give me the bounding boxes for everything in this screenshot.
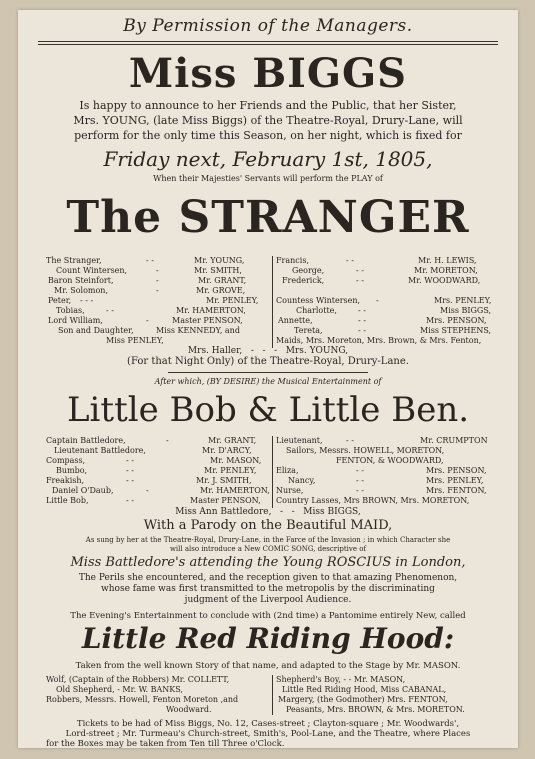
cast-role: Captain Battledore, — [46, 436, 126, 445]
cast-actor: Mrs. PENLEY, — [434, 296, 492, 305]
cast-row — [276, 446, 506, 456]
sung-by-line-2: will also introduce a New COMIC SONG, descriptive of — [169, 545, 367, 553]
cast-role: Lieutenant, — [276, 436, 323, 445]
cast-dash: - - — [126, 466, 134, 475]
cast-dash: - — [376, 296, 379, 305]
cast-role: Daniel O'Daub, — [52, 486, 114, 495]
cast-row — [46, 436, 276, 446]
cast-dash: - - — [126, 456, 134, 465]
cast-role: Maids, Mrs. Moreton, Mrs. Brown, & Mrs. Fenton, — [276, 336, 482, 345]
cast-role: Lieutenant Battledore, — [54, 446, 146, 455]
cast-row — [46, 276, 276, 286]
cast-actor: Mr. CRUMPTON — [420, 436, 488, 445]
cast-role: Nurse, — [276, 486, 304, 495]
cast-role: George, — [292, 266, 325, 275]
cast-dash: - - — [346, 256, 354, 265]
tickets-line-2: Lord-street ; Mr. Turmeau's Church-street, Smith's, Pool-Lane, and the Theatre, where Places — [65, 729, 471, 739]
cast-actor: Mr. MORETON, — [414, 266, 478, 275]
cast-actor: Master PENSON, — [190, 496, 261, 505]
cast-actor: Mr. HAMERTON, — [176, 306, 246, 315]
cast-actor: Mr. PENLEY, — [204, 466, 257, 475]
hood-cast-divider — [272, 675, 273, 715]
cast-row — [276, 466, 506, 476]
cast-role: FENTON, & WOODWARD, — [336, 456, 444, 465]
cast-dash: - - — [356, 486, 364, 495]
header-permission: By Permission of the Managers. — [123, 16, 413, 36]
sung-by-line-1: As sung by her at the Theatre-Royal, Drury-Lane, in the Farce of the Invasion ; in which Character she — [85, 536, 451, 544]
cast-row — [46, 266, 276, 276]
cast-row: Shepherd's Boy, - - Mr. MASON, — [276, 675, 406, 684]
cast-dash: - - — [146, 256, 154, 265]
cast-actor: Mr. J. SMITH, — [196, 476, 252, 485]
cast-actor: Mr. SMITH, — [194, 266, 242, 275]
cast-row — [276, 316, 506, 326]
cast-actor: Mr. WOODWARD, — [408, 276, 481, 285]
cast-row — [46, 466, 276, 476]
cast-actor: Mr. YOUNG, — [194, 256, 245, 265]
cast-role: Count Wintersen, — [56, 266, 128, 275]
cast-actor: Mrs. PENSON, — [426, 466, 487, 475]
intro-line-1: Is happy to announce to her Friends and the Public, that her Sister, — [79, 99, 457, 112]
cast-role: Country Lasses, Mrs BROWN, Mrs. MORETON, — [276, 496, 470, 505]
cast-row — [46, 456, 276, 466]
cast-row — [276, 276, 506, 286]
cast-row: Woodward. — [166, 705, 212, 714]
cast-row — [276, 486, 506, 496]
cast-row — [276, 296, 506, 306]
parody-line: With a Parody on the Beautiful MAID, — [143, 518, 393, 533]
cast-role: Sailors, Messrs. HOWELL, MORETON, — [286, 446, 445, 455]
cast-dash: - - — [358, 306, 366, 315]
cast-dash: - — [146, 316, 149, 325]
cast-dash: - - — [358, 316, 366, 325]
cast-dash: - — [156, 286, 159, 295]
cast-dash: - - — [358, 326, 366, 335]
cast-actor: Miss PENLEY, — [106, 336, 164, 345]
cast-row — [46, 316, 276, 326]
cast-role: Tereta, — [294, 326, 323, 335]
tickets-line-3: for the Boxes may be taken from Ten till Three o'Clock. — [46, 739, 285, 748]
cast-dash: - - — [346, 436, 354, 445]
play-intro: When their Majesties' Servants will perform the PLAY of — [153, 174, 383, 183]
cast-role: Frederick, — [282, 276, 325, 285]
cast-row: Little Red Riding Hood, Miss CABANAL, — [282, 685, 447, 694]
cast-role: Compass, — [46, 456, 86, 465]
cast-actor: Mr. GROVE, — [196, 286, 246, 295]
cast-actor: Mr. PENLEY, — [206, 296, 259, 305]
cast-row — [276, 496, 506, 506]
cast-role: Peter, — [48, 296, 72, 305]
cast-row: Robbers, Messrs. Howell, Fenton Moreton ,and — [46, 695, 239, 704]
evening-line: The Evening's Entertainment to conclude with (2nd time) a Pantomime entirely New, called — [70, 611, 466, 621]
cast-row — [46, 336, 276, 346]
cast-actor: Mrs. FENTON, — [426, 486, 487, 495]
hood-cast-right — [276, 675, 465, 715]
after-which-line: After which, (BY DESIRE) the Musical Entertainment of — [154, 377, 382, 386]
cast-role: Baron Steinfort, — [48, 276, 114, 285]
cast-actor: Mrs. PENSON, — [426, 316, 487, 325]
cast-row — [46, 306, 276, 316]
cast-actor: Miss KENNEDY, and — [156, 326, 240, 335]
cast-row — [46, 446, 276, 456]
intro-line-3: perform for the only time this Season, on her night, which is fixed for — [74, 129, 462, 142]
third-title: Little Red Riding Hood: — [81, 622, 455, 655]
cast-row — [276, 436, 506, 446]
cast-actor: Mr. HAMERTON, — [200, 486, 270, 495]
stranger-cast-right — [276, 256, 506, 346]
cast-dash: - - — [106, 306, 114, 315]
cast-role: Bumbo, — [56, 466, 88, 475]
cast-actor: Mr. D'ARCY, — [202, 446, 252, 455]
stranger-cast-divider — [272, 256, 273, 348]
cast-dash: - - — [356, 476, 364, 485]
cast-row — [276, 266, 506, 276]
cast-role: Eliza, — [276, 466, 299, 475]
second-title: Little Bob & Little Ben. — [66, 390, 470, 430]
cast-row — [276, 336, 506, 346]
cast-row — [276, 256, 506, 266]
cast-row: Wolf, (Captain of the Robbers) Mr. COLLETT, — [46, 675, 230, 684]
cast-role: Nancy, — [288, 476, 316, 485]
cast-role: Son and Daughter, — [58, 326, 134, 335]
cast-actor: Mr. GRANT, — [208, 436, 257, 445]
cast-role: Charlotte, — [296, 306, 337, 315]
cast-dash: - - — [356, 266, 364, 275]
cast-role: Mr. Solomon, — [54, 286, 108, 295]
cast-row — [46, 486, 276, 496]
cast-row — [276, 286, 506, 296]
cast-row: Margery, (the Godmother) Mrs. FENTON, — [278, 695, 448, 704]
cast-role: Lord William, — [48, 316, 103, 325]
cast-role: Little Bob, — [46, 496, 89, 505]
roscius-line: Miss Battledore's attending the Young ROSCIUS in London, — [70, 555, 466, 570]
intro-line-2: Mrs. YOUNG, (late Miss Biggs) of the Theatre-Royal, Drury-Lane, will — [73, 114, 463, 127]
cast-role: Tobias, — [56, 306, 85, 315]
cast-row: Peasants, Mrs. BROWN, & Mrs. MORETON. — [286, 705, 465, 714]
cast-dash: - - — [126, 476, 134, 485]
taken-from-line: Taken from the well known Story of that name, and adapted to the Stage by Mr. MASON. — [75, 661, 461, 671]
cast-role: Annette, — [278, 316, 313, 325]
bob-cast-divider — [272, 436, 273, 508]
perils-line-1: The Perils she encountered, and the reception given to that amazing Phenomenon, — [78, 573, 458, 583]
cast-dash: - — [146, 486, 149, 495]
cast-row — [276, 476, 506, 486]
cast-role: Francis, — [276, 256, 309, 265]
cast-row — [46, 496, 276, 506]
header-rule — [38, 41, 498, 42]
cast-actor: Mr. MASON, — [210, 456, 262, 465]
cast-row — [46, 296, 276, 306]
bob-cast-left — [46, 436, 276, 506]
cast-dash: - — [156, 276, 159, 285]
cast-actor: Master PENSON, — [172, 316, 243, 325]
cast-actor: Mr. GRANT, — [198, 276, 247, 285]
cast-dash: - - — [126, 496, 134, 505]
cast-actor: Mr. H. LEWIS, — [418, 256, 477, 265]
cast-dash: - - - — [80, 296, 94, 305]
cast-row — [276, 326, 506, 336]
cast-row — [46, 286, 276, 296]
tickets-line-1: Tickets to be had of Miss Biggs, No. 12, Cases-street ; Clayton-square ; Mr. Woodwards', — [76, 719, 460, 729]
hood-cast-left — [46, 675, 238, 715]
perils-line-2: whose fame was first transmitted to the metropolis by the discriminating — [101, 584, 435, 594]
cast-role: Countess Wintersen, — [276, 296, 361, 305]
playbill — [18, 10, 518, 748]
cast-dash: - — [166, 436, 169, 445]
cast-row: Old Shepherd, - Mr. W. BANKS, — [56, 685, 183, 694]
bob-cast-right — [276, 436, 506, 506]
mrs-haller-line: Mrs. Haller, - - - Mrs. YOUNG, — [187, 346, 349, 356]
date-line: Friday next, February 1st, 1805, — [103, 147, 433, 171]
perils-line-3: judgment of the Liverpool Audience. — [184, 595, 352, 605]
cast-dash: - — [156, 266, 159, 275]
cast-row — [46, 476, 276, 486]
miss-ann-line: Miss Ann Battledore, - - Miss BIGGS, — [175, 507, 361, 517]
section-rule — [168, 372, 368, 373]
cast-row — [46, 326, 276, 336]
cast-row — [276, 456, 506, 466]
play-title: The STRANGER — [66, 192, 470, 243]
cast-actor: Miss STEPHENS, — [420, 326, 492, 335]
cast-row — [46, 256, 276, 266]
cast-dash: - - — [356, 466, 364, 475]
cast-role: The Stranger, — [46, 256, 102, 265]
cast-dash: - - — [356, 276, 364, 285]
header-rule-2 — [38, 44, 498, 45]
cast-row — [276, 306, 506, 316]
cast-actor: Miss BIGGS, — [440, 306, 492, 315]
stranger-cast-left — [46, 256, 276, 346]
night-only-line: (For that Night Only) of the Theatre-Royal, Drury-Lane. — [127, 356, 409, 367]
cast-actor: Mrs. PENLEY, — [426, 476, 484, 485]
cast-role: Freakish, — [46, 476, 85, 485]
page-title: Miss BIGGS — [128, 50, 408, 97]
